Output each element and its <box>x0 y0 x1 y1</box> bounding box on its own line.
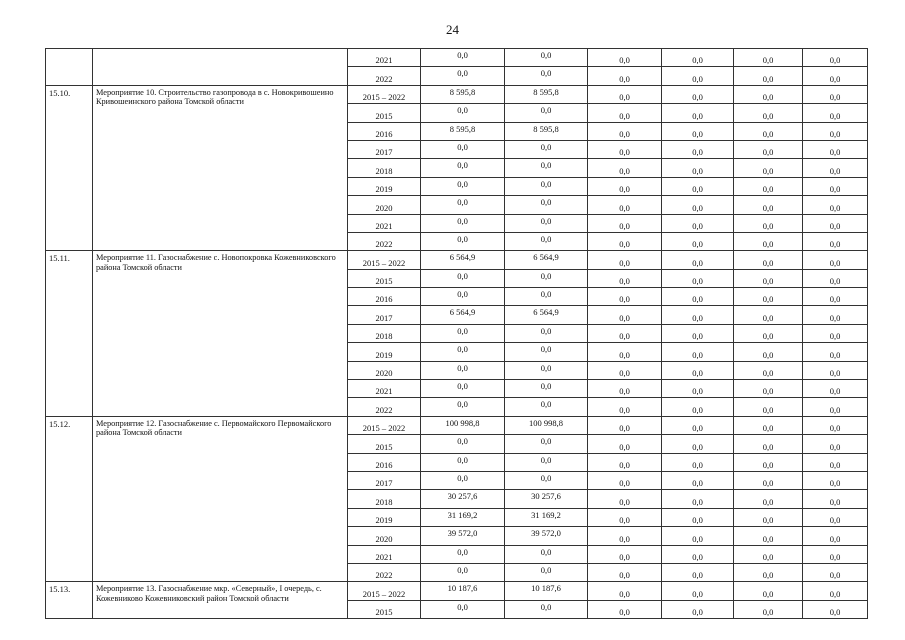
amount-cell: 0,0 <box>734 324 803 342</box>
amount-cell: 0,0 <box>803 232 868 250</box>
amount-cell: 0,0 <box>662 232 734 250</box>
amount-cell: 0,0 <box>662 140 734 158</box>
amount-cell: 0,0 <box>734 545 803 563</box>
amount-cell: 6 564,9 <box>421 306 505 324</box>
amount-cell: 0,0 <box>588 122 662 140</box>
amount-cell: 0,0 <box>803 67 868 85</box>
amount-cell: 0,0 <box>505 288 588 306</box>
amount-cell: 0,0 <box>734 196 803 214</box>
amount-cell: 10 187,6 <box>421 582 505 600</box>
amount-cell: 0,0 <box>662 122 734 140</box>
amount-cell: 0,0 <box>803 508 868 526</box>
amount-cell: 39 572,0 <box>505 527 588 545</box>
amount-cell: 0,0 <box>588 361 662 379</box>
table-row <box>46 251 868 269</box>
measure-title: Мероприятие 13. Газоснабжение мкр. «Северный», I очередь, с. Кожевниково Кожевниковский район Томской области <box>93 582 348 619</box>
amount-cell: 0,0 <box>803 85 868 103</box>
amount-cell: 0,0 <box>421 563 505 581</box>
amount-cell: 30 257,6 <box>421 490 505 508</box>
year-cell: 2022 <box>348 563 421 581</box>
budget-table <box>45 48 868 619</box>
amount-cell: 30 257,6 <box>505 490 588 508</box>
amount-cell: 100 998,8 <box>505 416 588 434</box>
year-cell: 2017 <box>348 471 421 489</box>
year-cell: 2015 – 2022 <box>348 251 421 269</box>
amount-cell: 0,0 <box>505 196 588 214</box>
amount-cell: 0,0 <box>734 251 803 269</box>
amount-cell: 0,0 <box>588 527 662 545</box>
amount-cell: 0,0 <box>734 435 803 453</box>
amount-cell: 0,0 <box>662 582 734 600</box>
amount-cell: 0,0 <box>734 508 803 526</box>
amount-cell: 0,0 <box>662 361 734 379</box>
amount-cell: 0,0 <box>803 398 868 416</box>
measure-title <box>93 49 348 86</box>
amount-cell: 0,0 <box>803 122 868 140</box>
amount-cell: 0,0 <box>734 122 803 140</box>
amount-cell: 0,0 <box>734 343 803 361</box>
year-cell: 2018 <box>348 159 421 177</box>
amount-cell: 8 595,8 <box>505 85 588 103</box>
amount-cell: 0,0 <box>662 435 734 453</box>
amount-cell: 0,0 <box>734 527 803 545</box>
amount-cell: 0,0 <box>803 545 868 563</box>
amount-cell: 0,0 <box>803 196 868 214</box>
amount-cell: 0,0 <box>734 214 803 232</box>
amount-cell: 0,0 <box>421 361 505 379</box>
amount-cell: 0,0 <box>734 471 803 489</box>
amount-cell: 0,0 <box>588 490 662 508</box>
amount-cell: 0,0 <box>803 471 868 489</box>
amount-cell: 0,0 <box>734 361 803 379</box>
amount-cell: 0,0 <box>505 545 588 563</box>
amount-cell: 6 564,9 <box>505 306 588 324</box>
year-cell: 2021 <box>348 214 421 232</box>
year-cell: 2020 <box>348 196 421 214</box>
amount-cell: 0,0 <box>734 453 803 471</box>
amount-cell: 0,0 <box>588 159 662 177</box>
amount-cell: 0,0 <box>421 269 505 287</box>
amount-cell: 0,0 <box>421 214 505 232</box>
year-cell: 2019 <box>348 508 421 526</box>
amount-cell: 0,0 <box>803 527 868 545</box>
amount-cell: 31 169,2 <box>505 508 588 526</box>
amount-cell: 0,0 <box>505 269 588 287</box>
amount-cell: 0,0 <box>505 49 588 67</box>
amount-cell: 0,0 <box>662 600 734 618</box>
year-cell: 2015 <box>348 600 421 618</box>
amount-cell: 0,0 <box>803 288 868 306</box>
amount-cell: 0,0 <box>803 600 868 618</box>
amount-cell: 0,0 <box>421 140 505 158</box>
amount-cell: 0,0 <box>662 324 734 342</box>
amount-cell: 0,0 <box>588 600 662 618</box>
amount-cell: 0,0 <box>421 177 505 195</box>
amount-cell: 0,0 <box>588 251 662 269</box>
amount-cell: 0,0 <box>588 177 662 195</box>
amount-cell: 0,0 <box>734 306 803 324</box>
amount-cell: 0,0 <box>734 288 803 306</box>
amount-cell: 0,0 <box>505 453 588 471</box>
amount-cell: 10 187,6 <box>505 582 588 600</box>
amount-cell: 0,0 <box>662 490 734 508</box>
measure-code: 15.10. <box>46 85 93 251</box>
amount-cell: 100 998,8 <box>421 416 505 434</box>
amount-cell: 0,0 <box>588 471 662 489</box>
year-cell: 2021 <box>348 545 421 563</box>
amount-cell: 0,0 <box>662 563 734 581</box>
amount-cell: 0,0 <box>734 563 803 581</box>
amount-cell: 0,0 <box>662 288 734 306</box>
amount-cell: 0,0 <box>803 582 868 600</box>
amount-cell: 0,0 <box>803 251 868 269</box>
year-cell: 2022 <box>348 398 421 416</box>
amount-cell: 0,0 <box>421 49 505 67</box>
measure-code: 15.12. <box>46 416 93 582</box>
measure-title: Мероприятие 10. Строительство газопровода в с. Новокривошеино Кривошеинского района Томской области <box>93 85 348 251</box>
amount-cell: 8 595,8 <box>421 122 505 140</box>
amount-cell: 0,0 <box>662 453 734 471</box>
amount-cell: 0,0 <box>505 324 588 342</box>
amount-cell: 0,0 <box>734 49 803 67</box>
table-row <box>46 85 868 103</box>
amount-cell: 0,0 <box>588 582 662 600</box>
amount-cell: 0,0 <box>505 140 588 158</box>
amount-cell: 0,0 <box>588 343 662 361</box>
amount-cell: 0,0 <box>662 104 734 122</box>
amount-cell: 0,0 <box>588 398 662 416</box>
amount-cell: 0,0 <box>588 306 662 324</box>
amount-cell: 0,0 <box>505 104 588 122</box>
amount-cell: 0,0 <box>421 196 505 214</box>
amount-cell: 0,0 <box>588 416 662 434</box>
amount-cell: 0,0 <box>421 380 505 398</box>
amount-cell: 0,0 <box>505 600 588 618</box>
amount-cell: 0,0 <box>803 490 868 508</box>
year-cell: 2022 <box>348 67 421 85</box>
amount-cell: 0,0 <box>803 104 868 122</box>
amount-cell: 0,0 <box>588 508 662 526</box>
amount-cell: 0,0 <box>803 563 868 581</box>
amount-cell: 0,0 <box>505 159 588 177</box>
amount-cell: 0,0 <box>588 563 662 581</box>
amount-cell: 0,0 <box>662 508 734 526</box>
amount-cell: 0,0 <box>662 196 734 214</box>
amount-cell: 0,0 <box>505 343 588 361</box>
amount-cell: 6 564,9 <box>421 251 505 269</box>
amount-cell: 0,0 <box>588 67 662 85</box>
year-cell: 2021 <box>348 49 421 67</box>
amount-cell: 0,0 <box>505 563 588 581</box>
amount-cell: 0,0 <box>662 251 734 269</box>
year-cell: 2015 – 2022 <box>348 85 421 103</box>
measure-title: Мероприятие 11. Газоснабжение с. Новопокровка Кожевниковского района Томской области <box>93 251 348 417</box>
amount-cell: 0,0 <box>803 214 868 232</box>
amount-cell: 0,0 <box>505 361 588 379</box>
amount-cell: 0,0 <box>803 435 868 453</box>
amount-cell: 0,0 <box>734 140 803 158</box>
amount-cell: 0,0 <box>662 177 734 195</box>
amount-cell: 0,0 <box>421 159 505 177</box>
measure-title: Мероприятие 12. Газоснабжение с. Первомайского Первомайского района Томской области <box>93 416 348 582</box>
amount-cell: 0,0 <box>421 67 505 85</box>
amount-cell: 0,0 <box>734 85 803 103</box>
amount-cell: 0,0 <box>421 288 505 306</box>
amount-cell: 0,0 <box>588 545 662 563</box>
amount-cell: 0,0 <box>803 159 868 177</box>
measure-code <box>46 49 93 86</box>
amount-cell: 0,0 <box>734 159 803 177</box>
amount-cell: 0,0 <box>588 49 662 67</box>
amount-cell: 0,0 <box>588 104 662 122</box>
table-body <box>46 49 868 619</box>
amount-cell: 0,0 <box>421 453 505 471</box>
table-row <box>46 416 868 434</box>
year-cell: 2020 <box>348 361 421 379</box>
year-cell: 2017 <box>348 306 421 324</box>
amount-cell: 0,0 <box>662 380 734 398</box>
amount-cell: 0,0 <box>505 214 588 232</box>
year-cell: 2019 <box>348 343 421 361</box>
amount-cell: 39 572,0 <box>421 527 505 545</box>
amount-cell: 0,0 <box>588 453 662 471</box>
year-cell: 2019 <box>348 177 421 195</box>
amount-cell: 0,0 <box>734 398 803 416</box>
amount-cell: 0,0 <box>421 435 505 453</box>
amount-cell: 0,0 <box>803 361 868 379</box>
measure-code: 15.11. <box>46 251 93 417</box>
amount-cell: 0,0 <box>803 49 868 67</box>
amount-cell: 0,0 <box>588 269 662 287</box>
amount-cell: 0,0 <box>803 453 868 471</box>
amount-cell: 0,0 <box>734 416 803 434</box>
page-number: 24 <box>446 22 459 37</box>
amount-cell: 0,0 <box>662 471 734 489</box>
amount-cell: 0,0 <box>734 232 803 250</box>
amount-cell: 0,0 <box>588 140 662 158</box>
amount-cell: 31 169,2 <box>421 508 505 526</box>
year-cell: 2015 <box>348 269 421 287</box>
amount-cell: 0,0 <box>588 435 662 453</box>
amount-cell: 0,0 <box>588 214 662 232</box>
amount-cell: 0,0 <box>734 582 803 600</box>
amount-cell: 0,0 <box>662 67 734 85</box>
year-cell: 2018 <box>348 324 421 342</box>
amount-cell: 0,0 <box>803 416 868 434</box>
amount-cell: 0,0 <box>505 435 588 453</box>
amount-cell: 0,0 <box>588 288 662 306</box>
amount-cell: 0,0 <box>662 416 734 434</box>
amount-cell: 0,0 <box>662 527 734 545</box>
amount-cell: 0,0 <box>662 269 734 287</box>
amount-cell: 0,0 <box>421 343 505 361</box>
amount-cell: 0,0 <box>734 104 803 122</box>
amount-cell: 0,0 <box>662 214 734 232</box>
year-cell: 2016 <box>348 122 421 140</box>
amount-cell: 6 564,9 <box>505 251 588 269</box>
amount-cell: 0,0 <box>421 600 505 618</box>
year-cell: 2015 – 2022 <box>348 582 421 600</box>
amount-cell: 0,0 <box>734 380 803 398</box>
year-cell: 2015 – 2022 <box>348 416 421 434</box>
year-cell: 2015 <box>348 435 421 453</box>
year-cell: 2016 <box>348 453 421 471</box>
amount-cell: 0,0 <box>505 177 588 195</box>
amount-cell: 0,0 <box>662 159 734 177</box>
amount-cell: 0,0 <box>734 67 803 85</box>
year-cell: 2020 <box>348 527 421 545</box>
amount-cell: 0,0 <box>662 398 734 416</box>
amount-cell: 0,0 <box>662 85 734 103</box>
amount-cell: 0,0 <box>588 85 662 103</box>
year-cell: 2017 <box>348 140 421 158</box>
amount-cell: 0,0 <box>803 380 868 398</box>
amount-cell: 0,0 <box>588 196 662 214</box>
measure-code: 15.13. <box>46 582 93 619</box>
amount-cell: 0,0 <box>803 269 868 287</box>
amount-cell: 0,0 <box>662 49 734 67</box>
year-cell: 2021 <box>348 380 421 398</box>
amount-cell: 0,0 <box>421 324 505 342</box>
amount-cell: 0,0 <box>421 232 505 250</box>
amount-cell: 0,0 <box>505 471 588 489</box>
amount-cell: 0,0 <box>421 545 505 563</box>
table-row <box>46 582 868 600</box>
amount-cell: 0,0 <box>734 490 803 508</box>
amount-cell: 0,0 <box>588 324 662 342</box>
amount-cell: 0,0 <box>588 380 662 398</box>
amount-cell: 0,0 <box>734 177 803 195</box>
amount-cell: 0,0 <box>421 398 505 416</box>
amount-cell: 0,0 <box>734 600 803 618</box>
amount-cell: 0,0 <box>421 471 505 489</box>
amount-cell: 0,0 <box>803 306 868 324</box>
amount-cell: 0,0 <box>421 104 505 122</box>
amount-cell: 0,0 <box>505 232 588 250</box>
year-cell: 2016 <box>348 288 421 306</box>
amount-cell: 0,0 <box>803 177 868 195</box>
amount-cell: 8 595,8 <box>505 122 588 140</box>
amount-cell: 0,0 <box>803 343 868 361</box>
year-cell: 2015 <box>348 104 421 122</box>
amount-cell: 0,0 <box>662 545 734 563</box>
amount-cell: 0,0 <box>505 380 588 398</box>
amount-cell: 0,0 <box>734 269 803 287</box>
amount-cell: 0,0 <box>662 306 734 324</box>
amount-cell: 0,0 <box>803 324 868 342</box>
amount-cell: 0,0 <box>588 232 662 250</box>
amount-cell: 8 595,8 <box>421 85 505 103</box>
year-cell: 2022 <box>348 232 421 250</box>
table-row <box>46 49 868 67</box>
amount-cell: 0,0 <box>803 140 868 158</box>
amount-cell: 0,0 <box>662 343 734 361</box>
amount-cell: 0,0 <box>505 398 588 416</box>
year-cell: 2018 <box>348 490 421 508</box>
amount-cell: 0,0 <box>505 67 588 85</box>
